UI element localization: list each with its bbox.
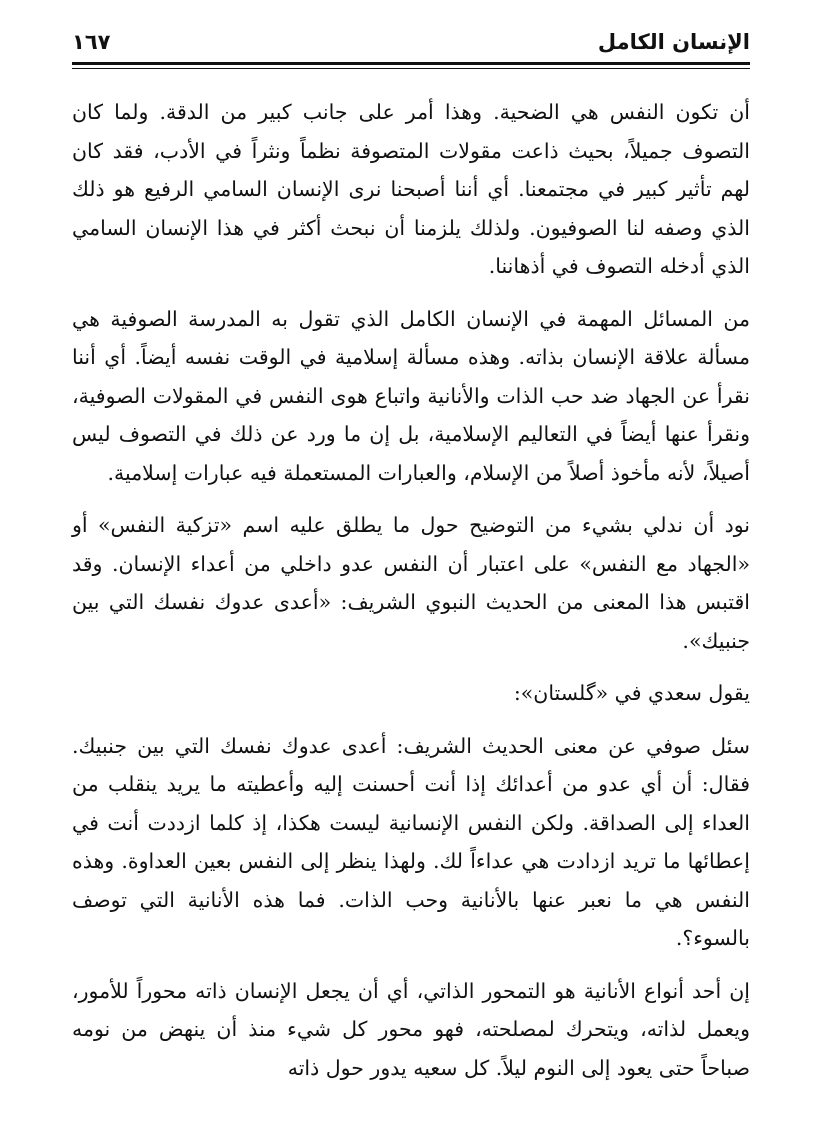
paragraph: إن أحد أنواع الأنانية هو التمحور الذاتي، أي أن يجعل الإنسان ذاته محوراً للأمور، ويعمل لذاته، ويتحرك لمصلحته، فهو محور كل شيء منذ أن ينهض من نومه صباحاً حتى يعود إلى النوم ليلاً. كل سعيه يدور حول ذاته (72, 978, 750, 1080)
header-rule-thin (72, 68, 750, 69)
header-rule-thick (72, 62, 750, 65)
paragraph: يقول سعدي في «گلستان»: (513, 681, 750, 705)
body-text (72, 93, 750, 1087)
book-page (72, 28, 750, 1128)
paragraph: سئل صوفي عن معنى الحديث الشريف: أعدى عدوك نفسك التي بين جنبيك. فقال: أن أي عدو من أعدائك إذا أنت أحسنت إليه وأعطيته ما يريد ينقلب من العداء إلى الصداقة. ولكن النفس الإنسانية ليست هكذا، إذ كلما ازددت أنت في إعطائها ما تريد ازدادت هي عداءاً لك. ولهذا ينظر إلى النفس بعين العداوة. وهذه النفس هي ما نعبر عنها بالأنانية وحب الذات. فما هذه الأنانية التي توصف بالسوء؟. (72, 733, 750, 950)
paragraph: أن تكون النفس هي الضحية. وهذا أمر على جانب كبير من الدقة. ولما كان التصوف جميلاً، بحيث ذاعت مقولات المتصوفة نظماً ونثراً في الأدب، فقد كان لهم تأثير كبير في مجتمعنا. أي أننا أصبحنا نرى الإنسان السامي الرفيع هو ذلك الذي وصفه لنا الصوفيون. ولذلك يلزمنا أن نبحث أكثر في هذا الإنسان السامي الذي أدخله التصوف في أذهاننا. (72, 100, 750, 278)
running-header (72, 28, 750, 62)
running-title: الإنسان الكامل (597, 30, 750, 54)
paragraph: نود أن ندلي بشيء من التوضيح حول ما يطلق عليه اسم «تزكية النفس» أو «الجهاد مع النفس» على اعتبار أن النفس عدو داخلي من أعداء الإنسان. وقد اقتبس هذا المعنى من الحديث النبوي الشريف: «أعدى عدوك نفسك التي بين جنبيك». (72, 513, 750, 653)
paragraph: من المسائل المهمة في الإنسان الكامل الذي تقول به المدرسة الصوفية هي مسألة علاقة الإنسان بذاته. وهذه مسألة إسلامية في الوقت نفسه أيضاً. أي أننا نقرأ عن الجهاد ضد حب الذات والأنانية واتباع هوى النفس في المقولات الصوفية، ونقرأ عنها أيضاً في التعاليم الإسلامية، بل إن ما ورد عن ذلك في التصوف ليس أصيلاً، لأنه مأخوذ أصلاً من الإسلام، والعبارات المستعملة فيه عبارات إسلامية. (72, 306, 750, 485)
page-number: ١٦٧ (72, 30, 111, 54)
